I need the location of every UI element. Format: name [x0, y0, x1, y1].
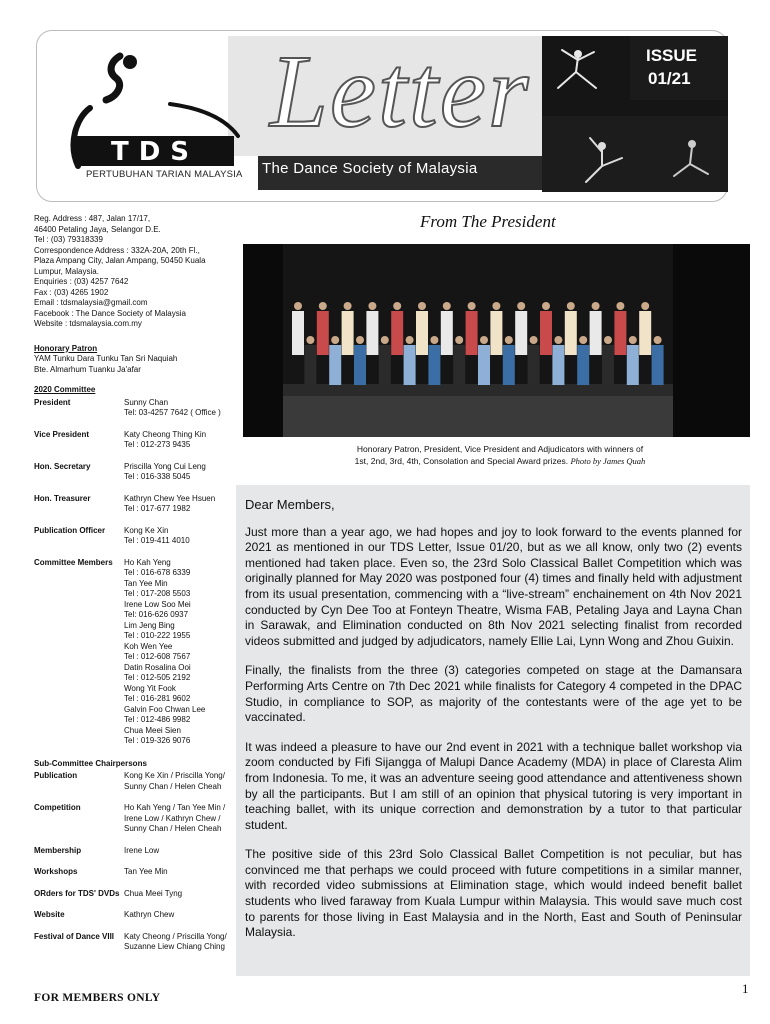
photo-person-body: [379, 345, 391, 385]
photo-person-head: [616, 302, 624, 310]
letter-paragraph: Just more than a year ago, we had hopes and joy to look forward to the events planned for 2021 as mentioned in our TDS Letter, Issue 01/20, but as we all know, only two (2) events mentioned had taken place. Even so, the 23rd Solo Classical Ballet Competition which was originally planned for May 2020 was postponed four (4) times and finally held with adjustment from its usual presentation, commencing with a “live-stream” enchainement on 4th Nov 2021 conducted by Cyn Dee Too at Fonteyn Theatre, Wisma FAB, Petaling Jaya and Layna Chan in Sarawak, and Elimination conducted on 8th Nov 2021 selecting finalist from recorded videos submitted and judged by adjudicators, namely Ellie Lai, Lynn Wong and Zhou Guixin.: [245, 524, 742, 648]
address-line: Website : tdsmalaysia.com.my: [34, 319, 142, 328]
issue-number: 01/21: [648, 69, 691, 88]
committee-names: Irene Low: [124, 845, 160, 855]
photo-person-head: [592, 302, 600, 310]
committee-names: Katy Cheong Thing Kin Tel : 012-273 9435: [124, 429, 207, 449]
photo-person-head: [319, 302, 327, 310]
committee-row: [34, 398, 234, 419]
sidebar: [34, 214, 234, 953]
patron-block: [34, 354, 234, 375]
committee-role: Membership: [34, 845, 82, 855]
photo-person-head: [406, 336, 414, 344]
photo-person-head: [393, 302, 401, 310]
committee-role: Festival of Dance VIII: [34, 931, 115, 941]
committee-heading: 2020 Committee: [34, 385, 96, 394]
photo-person-head: [430, 336, 438, 344]
committee-names: Ho Kah Yeng Tel : 016-678 6339 Tan Yee Min Tel : 017-208 5503 Irene Low Soo Mei Tel: 016-626 0937 Lim Jeng Bing Tel : 010-222 1955 Koh Wen Yee Tel : 012-608 7567 Datin Rosalina Ooi Tel : 012-505 2192 Wong Yit Fook Tel : 016-281 9602 Galvin Foo Chwan Lee Tel : 012-486 9982 Chua Meei Sien Tel : 019-326 9076: [124, 557, 206, 745]
letter-paragraph: The positive side of this 23rd Solo Classical Ballet Competition is not peculiar, but has convinced me that perhaps we could proceed with future competitions in a similar manner, with recorded video submissions at Elimination stage, which would indeed benefit ballet students who lived faraway from Kuala Lumpur within Malaysia. This would save much cost to parents for those living in East Malaysia and in the North, East and South of Peninsular Malaysia.: [245, 847, 742, 940]
committee-row: [34, 889, 234, 900]
caption-line-2: 1st, 2nd, 3rd, 4th, Consolation and Special Award prizes.: [354, 456, 569, 466]
photo-person-body: [366, 311, 378, 355]
photo-person-body: [490, 311, 502, 355]
committee-list: [34, 398, 234, 747]
page-number: 1: [742, 981, 749, 996]
address-line: Facebook : The Dance Society of Malaysia: [34, 308, 186, 318]
committee-names: Sunny Chan Tel: 03-4257 7642 ( Office ): [124, 397, 221, 417]
photo-person-head: [468, 302, 476, 310]
address-line: Correspondence Address : 332A-20A, 20th Fl.,: [34, 245, 200, 255]
photo-person-head: [294, 302, 302, 310]
president-letter: [236, 485, 750, 976]
photo-person-body: [614, 311, 626, 355]
photo-person-body: [342, 311, 354, 355]
letter-paragraph: Finally, the finalists from the three (3) categories competed on stage at the Damansara Performing Arts Centre on 7th Dec 2021 while finalists for Category 4 competed in the DPAC Studio, in compliance to SOP, as majority of the contestants were of the age yet to be vaccinated.: [245, 663, 742, 725]
masthead-title: Letter: [270, 34, 531, 149]
photo-person-head: [306, 336, 314, 344]
photo-person-body: [428, 345, 440, 385]
photo-person-head: [554, 336, 562, 344]
committee-role: Hon. Treasurer: [34, 493, 91, 503]
photo-credit: Photo by James Quah: [570, 456, 646, 466]
photo-person-body: [577, 345, 589, 385]
logo-caption: PERTUBUHAN TARIAN MALAYSIA: [86, 169, 243, 180]
photo-person-body: [354, 345, 366, 385]
photo-person-body: [602, 345, 614, 385]
committee-role: Committee Members: [34, 557, 113, 567]
issue-label: ISSUE: [646, 46, 698, 65]
photo-person-body: [466, 311, 478, 355]
winners-group-photo: [243, 244, 750, 437]
photo-person-body: [528, 345, 540, 385]
committee-row: [34, 526, 234, 547]
photo-caption: [300, 443, 700, 467]
photo-person-head: [480, 336, 488, 344]
photo-person-body: [652, 345, 664, 385]
photo-person-head: [356, 336, 364, 344]
address-line: Fax : (03) 4265 1902: [34, 287, 109, 297]
committee-names: Kong Ke Xin / Priscilla Yong/ Sunny Chan / Helen Cheah: [124, 771, 225, 791]
members-only-footer: FOR MEMBERS ONLY: [34, 992, 161, 1004]
photo-person-head: [443, 302, 451, 310]
address-block: [34, 214, 234, 330]
committee-role: Website: [34, 910, 65, 919]
committee-role: Competition: [34, 803, 81, 812]
committee-row: [34, 462, 234, 483]
patron-heading: Honorary Patron: [34, 343, 98, 353]
address-line: Lumpur, Malaysia.: [34, 266, 99, 276]
address-line: Email : tdsmalaysia@gmail.com: [34, 298, 148, 307]
section-title: From The President: [420, 212, 556, 231]
photo-person-head: [505, 336, 513, 344]
photo-person-body: [478, 345, 490, 385]
logo-text: TDS: [110, 137, 200, 167]
committee-role: Hon. Secretary: [34, 461, 91, 471]
photo-person-head: [344, 302, 352, 310]
committee-row: [34, 430, 234, 451]
letter-paragraph: It was indeed a pleasure to have our 2nd event in 2021 with a technique ballet workshop via zoom conducted by Fifi Sijangga of Malupi Dance Academy (MDA) in place of Claresta Alim from Indonesia. To me, it was an adventure seeing good attendance and attentiveness shown by all the participants. But I am still of an opinion that physical tutoring is very important in teaching ballet, with its unique correction and demonstration by a tutor to that particular student.: [245, 739, 742, 832]
address-line: 46400 Petaling Jaya, Selangor D.E.: [34, 224, 161, 234]
address-line: Plaza Ampang City, Jalan Ampang, 50450 Kuala: [34, 256, 206, 265]
photo-person-body: [552, 345, 564, 385]
committee-row: [34, 494, 234, 515]
tds-logo: [50, 48, 250, 188]
subcommittee-list: [34, 771, 234, 953]
subcommittee-heading: Sub-Committee Chairpersons: [34, 758, 147, 768]
photo-person-body: [639, 311, 651, 355]
photo-person-head: [654, 336, 662, 344]
photo-person-body: [391, 311, 403, 355]
committee-row: [34, 771, 234, 792]
photo-person-body: [590, 311, 602, 355]
letter-salutation: Dear Members,: [245, 497, 335, 512]
patron-line: Bte. Almarhum Tuanku Ja'afar: [34, 364, 141, 374]
committee-names: Ho Kah Yeng / Tan Yee Min / Irene Low / Kathryn Chew / Sunny Chan / Helen Cheah: [124, 803, 226, 833]
committee-role: President: [34, 397, 71, 407]
committee-row: [34, 910, 234, 921]
photo-person-head: [641, 302, 649, 310]
photo-person-body: [565, 311, 577, 355]
photo-person-body: [503, 345, 515, 385]
photo-person-head: [604, 336, 612, 344]
photo-person-head: [530, 336, 538, 344]
photo-person-body: [441, 311, 453, 355]
photo-person-head: [331, 336, 339, 344]
committee-row: [34, 932, 234, 953]
photo-person-head: [381, 336, 389, 344]
committee-row: [34, 558, 234, 747]
photo-person-body: [416, 311, 428, 355]
photo-person-body: [540, 311, 552, 355]
committee-row: [34, 867, 234, 878]
photo-person-head: [492, 302, 500, 310]
committee-names: Priscilla Yong Cui Leng Tel : 016-338 5045: [124, 461, 206, 481]
address-line: Enquiries : (03) 4257 7642: [34, 277, 129, 286]
photo-person-body: [304, 345, 316, 385]
address-line: Tel : (03) 79318339: [34, 235, 103, 244]
committee-role: ORders for TDS' DVDs: [34, 888, 120, 898]
committee-row: [34, 803, 234, 835]
committee-role: Workshops: [34, 867, 78, 876]
photo-person-head: [368, 302, 376, 310]
committee-names: Chua Meei Tyng: [124, 888, 183, 898]
committee-names: Kathryn Chew: [124, 910, 175, 919]
photo-person-body: [329, 345, 341, 385]
photo-person-head: [567, 302, 575, 310]
caption-line-1: Honorary Patron, President, Vice President and Adjudicators with winners of: [356, 444, 644, 454]
photo-person-body: [627, 345, 639, 385]
photo-person-head: [629, 336, 637, 344]
photo-person-head: [542, 302, 550, 310]
committee-names: Tan Yee Min: [124, 867, 168, 876]
photo-person-body: [453, 345, 465, 385]
committee-role: Publication: [34, 771, 78, 780]
photo-person-head: [455, 336, 463, 344]
photo-person-head: [517, 302, 525, 310]
masthead-subtitle: The Dance Society of Malaysia: [262, 160, 478, 177]
address-line: Reg. Address : 487, Jalan 17/17,: [34, 214, 151, 223]
photo-person-body: [515, 311, 527, 355]
photo-person-body: [317, 311, 329, 355]
committee-role: Vice President: [34, 429, 89, 439]
patron-line: YAM Tunku Dara Tunku Tan Sri Naquiah: [34, 354, 178, 363]
committee-names: Katy Cheong / Priscilla Yong/ Suzanne Liew Chiang Ching: [124, 931, 227, 951]
photo-person-head: [418, 302, 426, 310]
committee-row: [34, 846, 234, 857]
photo-person-body: [292, 311, 304, 355]
photo-person-head: [579, 336, 587, 344]
photo-person-body: [404, 345, 416, 385]
committee-role: Publication Officer: [34, 525, 106, 535]
committee-names: Kathryn Chew Yee Hsuen Tel : 017-677 1982: [124, 493, 216, 513]
committee-names: Kong Ke Xin Tel : 019-411 4010: [124, 525, 190, 545]
